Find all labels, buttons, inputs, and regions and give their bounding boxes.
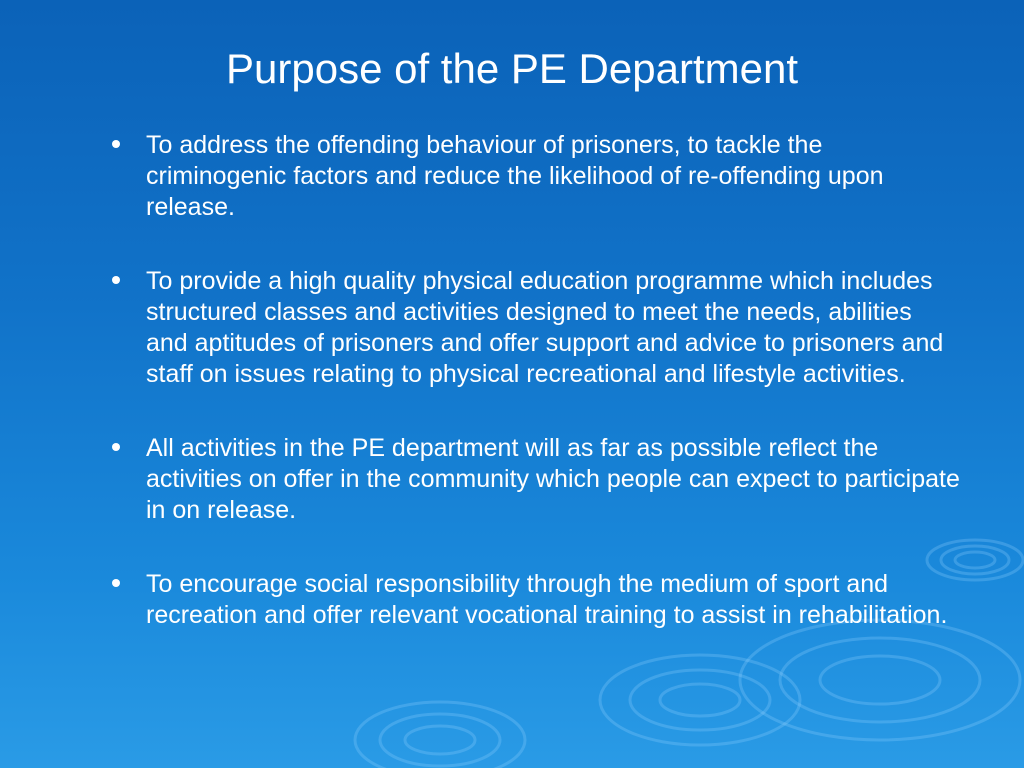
bullet-dot-icon	[112, 140, 120, 148]
bullet-text: All activities in the PE department will as far as possible reflect the activities on offer in the community which people can expect to participate in on release.	[146, 434, 960, 524]
bullet-text: To address the offending behaviour of prisoners, to tackle the criminogenic factors and reduce the likelihood of re-offending upon release.	[146, 131, 884, 221]
slide-title: Purpose of the PE Department	[226, 45, 798, 92]
bullet-list	[110, 130, 960, 674]
bullet-dot-icon	[112, 443, 120, 451]
bullet-item	[110, 130, 960, 223]
bullet-text: To provide a high quality physical education programme which includes structured classes and activities designed to meet the needs, abilities and aptitudes of prisoners and offer support and advice to prisoners and staff on issues relating to physical recreational and lifestyle activities.	[146, 267, 944, 388]
bullet-text: To encourage social responsibility through the medium of sport and recreation and offer relevant vocational training to assist in rehabilitation.	[146, 570, 948, 629]
bullet-item	[110, 569, 960, 631]
bullet-dot-icon	[112, 579, 120, 587]
bullet-item	[110, 433, 960, 526]
bullet-item	[110, 266, 960, 390]
bullet-dot-icon	[112, 276, 120, 284]
